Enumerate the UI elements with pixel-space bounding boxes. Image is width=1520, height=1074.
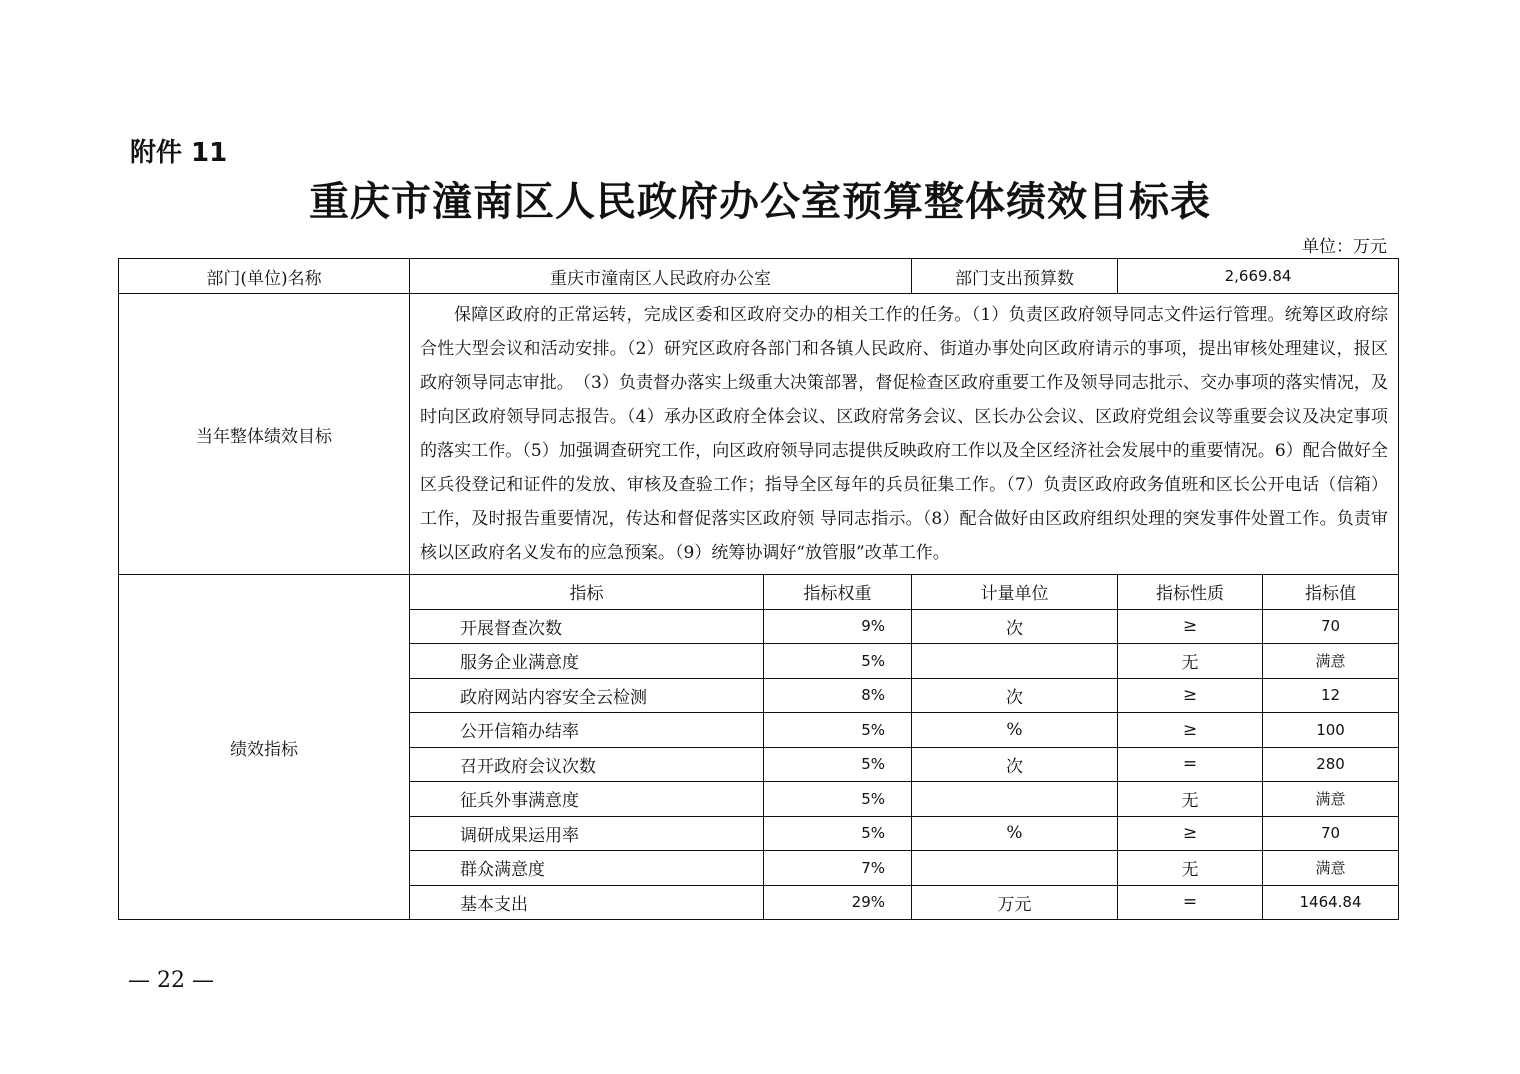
indicator-name: 开展督查次数 — [410, 609, 764, 644]
indicator-value: 70 — [1263, 816, 1399, 851]
indicator-weight: 29% — [764, 885, 912, 920]
indicator-weight: 5% — [764, 747, 912, 782]
goal-text: 保障区政府的正常运转，完成区委和区政府交办的相关工作的任务。（1）负责区政府领导同志文件运行管理。统筹区政府综合性大型会议和活动安排。（2）研究区政府各部门和各镇人民政府、街道办事处向区政府请示的事项，提出审核处理建议，报区政府领导同志审批。 （3）负责督办落实上级重大决策部署，督促检查区政府重要工作及领导同志批示、交办事项的落实情况，及时向区政府领导同志报告。（4）承办区政府全体会议、区政府常务会议、区长办公会议、区政府党组会议等重要会议及决定事项的落实工作。（5）加强调查研究工作，向区政府领导同志提供反映政府工作以及全区经济社会发展中的重要情况。6）配合做好全区兵役登记和证件的发放、审核及查验工作；指导全区每年的兵员征集工作。（7）负责区政府政务值班和区长公开电话（信箱）工作，及时报告重要情况，传达和督促落实区政府领 导同志指示。（8）配合做好由区政府组织处理的突发事件处置工作。负责审核以区政府名义发布的应急预案。（9）统筹协调好“放管服”改革工作。 — [410, 294, 1399, 575]
indicator-value: 满意 — [1263, 782, 1399, 817]
indicator-weight: 5% — [764, 816, 912, 851]
indicator-type: = — [1118, 885, 1263, 920]
indicator-unit — [912, 644, 1118, 679]
column-header: 指标值 — [1263, 575, 1399, 610]
indicator-type: 无 — [1118, 851, 1263, 886]
indicator-value: 70 — [1263, 609, 1399, 644]
indicator-name: 调研成果运用率 — [410, 816, 764, 851]
unit-label: 单位：万元 — [1302, 237, 1387, 257]
indicator-weight: 8% — [764, 678, 912, 713]
column-header: 指标 — [410, 575, 764, 610]
indicator-value: 280 — [1263, 747, 1399, 782]
indicator-unit: 次 — [912, 747, 1118, 782]
indicator-type: ≥ — [1118, 713, 1263, 748]
indicator-name: 征兵外事满意度 — [410, 782, 764, 817]
indicator-type: ≥ — [1118, 609, 1263, 644]
indicator-weight: 5% — [764, 782, 912, 817]
indicator-value: 12 — [1263, 678, 1399, 713]
budget-value: 2,669.84 — [1118, 259, 1399, 294]
indicator-name: 公开信箱办结率 — [410, 713, 764, 748]
column-header: 指标权重 — [764, 575, 912, 610]
column-header: 计量单位 — [912, 575, 1118, 610]
indicator-header-row — [119, 575, 1399, 610]
indicator-type: = — [1118, 747, 1263, 782]
indicator-type: ≥ — [1118, 678, 1263, 713]
indicator-unit: 万元 — [912, 885, 1118, 920]
indicator-unit: % — [912, 816, 1118, 851]
performance-table — [118, 258, 1399, 920]
indicator-type: 无 — [1118, 644, 1263, 679]
indicator-unit: 次 — [912, 609, 1118, 644]
dept-name: 重庆市潼南区人民政府办公室 — [410, 259, 912, 294]
page-number: — 22 — — [128, 968, 214, 993]
indicator-type: ≥ — [1118, 816, 1263, 851]
indicator-value: 满意 — [1263, 851, 1399, 886]
indicator-weight: 5% — [764, 644, 912, 679]
dept-label: 部门(单位)名称 — [119, 259, 410, 294]
indicator-weight: 9% — [764, 609, 912, 644]
indicator-weight: 7% — [764, 851, 912, 886]
indicator-unit: % — [912, 713, 1118, 748]
goal-label: 当年整体绩效目标 — [119, 294, 410, 575]
indicator-value: 100 — [1263, 713, 1399, 748]
header-row — [119, 259, 1399, 294]
budget-label: 部门支出预算数 — [912, 259, 1118, 294]
indicator-type: 无 — [1118, 782, 1263, 817]
indicator-value: 1464.84 — [1263, 885, 1399, 920]
indicator-name: 基本支出 — [410, 885, 764, 920]
page-title: 重庆市潼南区人民政府办公室预算整体绩效目标表 — [309, 178, 1211, 225]
indicator-unit — [912, 782, 1118, 817]
indicator-name: 政府网站内容安全云检测 — [410, 678, 764, 713]
goal-row — [119, 294, 1399, 575]
indicator-name: 群众满意度 — [410, 851, 764, 886]
column-header: 指标性质 — [1118, 575, 1263, 610]
indicator-value: 满意 — [1263, 644, 1399, 679]
indicator-name: 服务企业满意度 — [410, 644, 764, 679]
attachment-label: 附件 11 — [130, 138, 228, 168]
indicator-unit: 次 — [912, 678, 1118, 713]
indicator-weight: 5% — [764, 713, 912, 748]
indicator-name: 召开政府会议次数 — [410, 747, 764, 782]
indicator-unit — [912, 851, 1118, 886]
indicator-section-label: 绩效指标 — [119, 575, 410, 920]
